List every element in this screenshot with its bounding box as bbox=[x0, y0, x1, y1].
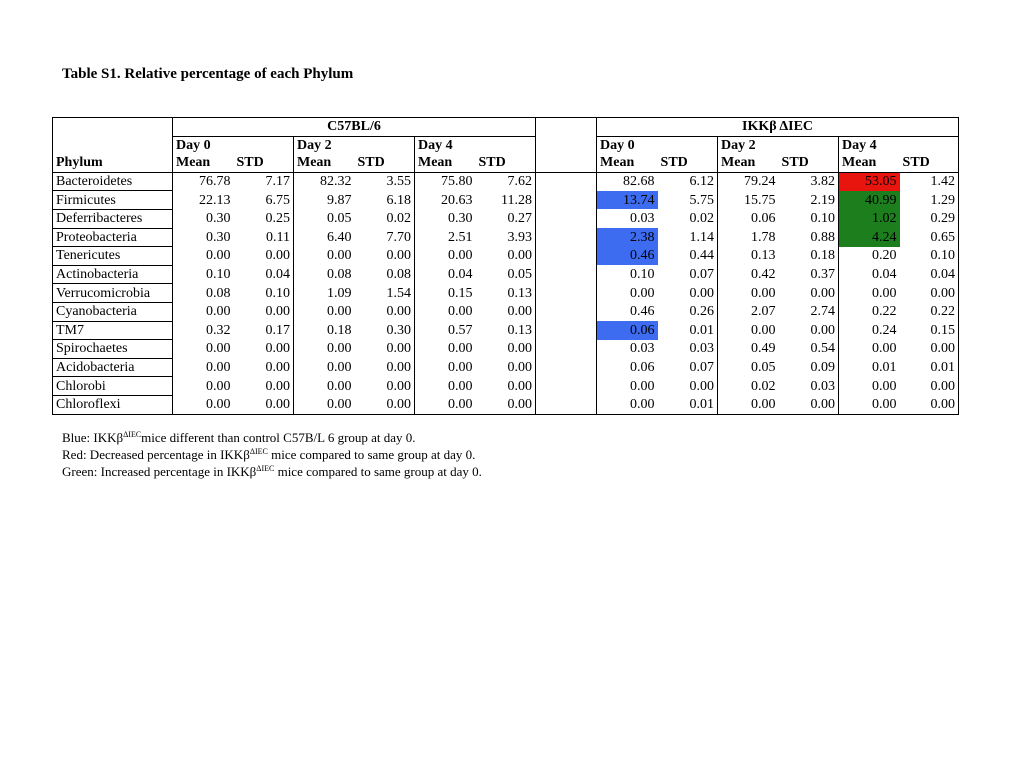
table-row bbox=[53, 191, 959, 210]
mean-value: 0.32 bbox=[206, 322, 231, 338]
mean-value: 0.15 bbox=[448, 285, 473, 301]
table-row bbox=[53, 247, 959, 266]
mean-value: 0.46 bbox=[630, 304, 655, 320]
std-value: 0.00 bbox=[476, 302, 536, 321]
mean-value: 0.00 bbox=[630, 285, 655, 301]
std-value: 0.01 bbox=[658, 395, 718, 414]
mean-value: 0.05 bbox=[327, 211, 352, 227]
std-header: STD bbox=[355, 154, 415, 172]
std-value: 0.00 bbox=[900, 284, 959, 303]
phylum-name: Chlorobi bbox=[53, 377, 173, 396]
mean-value: 9.87 bbox=[327, 192, 352, 208]
phylum-name: Spirochaetes bbox=[53, 340, 173, 359]
std-value: 0.18 bbox=[779, 247, 839, 266]
mean-value: 76.78 bbox=[173, 172, 234, 191]
mean-value: 0.04 bbox=[448, 267, 473, 283]
mean-header: Mean bbox=[842, 155, 877, 171]
std-value: 0.11 bbox=[234, 228, 294, 247]
table-row bbox=[53, 284, 959, 303]
mean-value: 0.00 bbox=[327, 304, 352, 320]
std-value: 0.04 bbox=[900, 265, 959, 284]
table-row bbox=[53, 377, 959, 396]
std-value: 0.09 bbox=[779, 358, 839, 377]
mean-value: 0.02 bbox=[751, 378, 776, 394]
std-value: 7.17 bbox=[234, 172, 294, 191]
std-value: 0.00 bbox=[476, 340, 536, 359]
std-value: 0.13 bbox=[476, 321, 536, 340]
std-value: 0.10 bbox=[234, 284, 294, 303]
mean-value: 2.51 bbox=[448, 229, 473, 245]
notes bbox=[62, 429, 482, 480]
mean-value: 0.03 bbox=[630, 341, 655, 357]
mean-value: 0.00 bbox=[206, 341, 231, 357]
std-value: 0.37 bbox=[779, 265, 839, 284]
mean-value: 0.00 bbox=[327, 378, 352, 394]
std-value: 0.03 bbox=[779, 377, 839, 396]
note-blue: Blue: IKKβ$^{\Delta IEC}$mice different than control C57B/L 6 group at day 0. bbox=[62, 430, 416, 445]
phylum-name: Cyanobacteria bbox=[53, 302, 173, 321]
table-row bbox=[53, 321, 959, 340]
day-header: Day 0 bbox=[173, 136, 294, 154]
table-row bbox=[53, 209, 959, 228]
std-value: 0.65 bbox=[900, 228, 959, 247]
mean-value: 0.00 bbox=[597, 395, 658, 414]
mean-value: 0.06 bbox=[597, 321, 658, 340]
mean-value: 0.20 bbox=[872, 248, 897, 264]
table-row bbox=[53, 302, 959, 321]
std-value: 0.00 bbox=[900, 395, 959, 414]
mean-value: 0.00 bbox=[839, 395, 900, 414]
std-value: 0.00 bbox=[234, 340, 294, 359]
std-value: 6.75 bbox=[234, 191, 294, 210]
std-value: 0.54 bbox=[779, 340, 839, 359]
std-value: 1.42 bbox=[900, 172, 959, 191]
mean-value: 0.00 bbox=[294, 395, 355, 414]
std-value: 0.00 bbox=[779, 284, 839, 303]
phylum-name: Acidobacteria bbox=[53, 358, 173, 377]
std-value: 3.93 bbox=[476, 228, 536, 247]
mean-value: 0.10 bbox=[206, 267, 231, 283]
std-value: 0.00 bbox=[476, 395, 536, 414]
mean-value: 0.18 bbox=[327, 322, 352, 338]
mean-value: 20.63 bbox=[441, 192, 473, 208]
std-value: 1.29 bbox=[900, 191, 959, 210]
phylum-name: TM7 bbox=[53, 321, 173, 340]
mean-value: 0.10 bbox=[630, 267, 655, 283]
phylum-name: Tenericutes bbox=[53, 247, 173, 266]
std-value: 0.02 bbox=[658, 209, 718, 228]
std-value: 0.04 bbox=[234, 265, 294, 284]
phylum-name: Bacteroidetes bbox=[53, 172, 173, 191]
std-value: 0.03 bbox=[658, 340, 718, 359]
mean-value: 22.13 bbox=[199, 192, 231, 208]
mean-header: Mean bbox=[418, 155, 453, 171]
std-value: 0.00 bbox=[658, 377, 718, 396]
std-value: 1.54 bbox=[355, 284, 415, 303]
std-value: 0.10 bbox=[900, 247, 959, 266]
mean-value: 0.00 bbox=[630, 378, 655, 394]
day-header: Day 4 bbox=[839, 136, 959, 154]
std-value: 5.75 bbox=[658, 191, 718, 210]
std-value: 0.13 bbox=[476, 284, 536, 303]
phylum-name: Chloroflexi bbox=[53, 395, 173, 414]
std-value: 2.19 bbox=[779, 191, 839, 210]
std-header: STD bbox=[476, 154, 536, 172]
std-value: 3.82 bbox=[779, 172, 839, 191]
mean-value: 0.00 bbox=[718, 395, 779, 414]
std-value: 0.00 bbox=[476, 377, 536, 396]
std-value: 3.55 bbox=[355, 172, 415, 191]
std-value: 0.05 bbox=[476, 265, 536, 284]
std-value: 0.00 bbox=[234, 302, 294, 321]
std-value: 0.26 bbox=[658, 302, 718, 321]
day-header: Day 0 bbox=[597, 136, 718, 154]
std-header: STD bbox=[779, 154, 839, 172]
mean-value: 0.13 bbox=[751, 248, 776, 264]
std-header: STD bbox=[658, 154, 718, 172]
phylum-name: Deferribacteres bbox=[53, 209, 173, 228]
mean-value: 0.00 bbox=[206, 378, 231, 394]
mean-value: 0.00 bbox=[872, 285, 897, 301]
std-header: STD bbox=[234, 154, 294, 172]
mean-value: 0.06 bbox=[630, 360, 655, 376]
mean-value: 0.00 bbox=[415, 395, 476, 414]
mean-value: 75.80 bbox=[415, 172, 476, 191]
mean-value: 0.01 bbox=[872, 360, 897, 376]
mean-value: 6.40 bbox=[327, 229, 352, 245]
table-row bbox=[53, 172, 959, 191]
mean-value: 0.00 bbox=[448, 341, 473, 357]
mean-value: 15.75 bbox=[744, 192, 776, 208]
mean-value: 0.00 bbox=[448, 378, 473, 394]
mean-header: Mean bbox=[721, 155, 756, 171]
std-value: 0.44 bbox=[658, 247, 718, 266]
group-c57bl6-header: C57BL/6 bbox=[173, 118, 536, 137]
std-value: 6.12 bbox=[658, 172, 718, 191]
day-header: Day 2 bbox=[294, 136, 415, 154]
mean-value: 0.22 bbox=[872, 304, 897, 320]
mean-value: 0.00 bbox=[448, 304, 473, 320]
table-row bbox=[53, 395, 959, 414]
mean-header: Mean bbox=[297, 155, 332, 171]
std-value: 0.27 bbox=[476, 209, 536, 228]
std-value: 0.00 bbox=[234, 247, 294, 266]
note-green: Green: Increased percentage in IKKβ$^{\Delta IEC}$ mice compared to same group at day 0. bbox=[62, 464, 482, 479]
mean-value: 82.32 bbox=[294, 172, 355, 191]
mean-value: 0.00 bbox=[872, 341, 897, 357]
phylum-name: Proteobacteria bbox=[53, 228, 173, 247]
mean-value: 0.49 bbox=[751, 341, 776, 357]
std-value: 0.07 bbox=[658, 265, 718, 284]
std-value: 0.08 bbox=[355, 265, 415, 284]
phylum-column-header: Phylum bbox=[53, 154, 173, 172]
std-value: 0.01 bbox=[900, 358, 959, 377]
std-value: 1.14 bbox=[658, 228, 718, 247]
std-value: 0.00 bbox=[476, 247, 536, 266]
mean-value: 1.09 bbox=[327, 285, 352, 301]
mean-value: 0.30 bbox=[206, 211, 231, 227]
mean-value: 2.38 bbox=[597, 228, 658, 247]
table-row bbox=[53, 358, 959, 377]
group-ikk-header: IKKβ ΔIEC bbox=[597, 118, 959, 137]
table-title: Table S1. Relative percentage of each Phylum bbox=[62, 66, 354, 82]
std-value: 0.00 bbox=[900, 340, 959, 359]
std-value: 11.28 bbox=[476, 191, 536, 210]
mean-value: 1.02 bbox=[839, 209, 900, 228]
mean-value: 0.46 bbox=[597, 247, 658, 266]
mean-value: 0.00 bbox=[448, 360, 473, 376]
mean-value: 0.00 bbox=[206, 248, 231, 264]
mean-value: 0.00 bbox=[448, 248, 473, 264]
std-value: 0.00 bbox=[234, 377, 294, 396]
mean-value: 0.00 bbox=[206, 360, 231, 376]
phylum-table bbox=[52, 117, 959, 415]
std-value: 0.17 bbox=[234, 321, 294, 340]
table-row bbox=[53, 265, 959, 284]
mean-value: 4.24 bbox=[839, 228, 900, 247]
mean-value: 0.04 bbox=[872, 267, 897, 283]
std-value: 7.70 bbox=[355, 228, 415, 247]
mean-value: 1.78 bbox=[751, 229, 776, 245]
mean-value: 0.03 bbox=[630, 211, 655, 227]
mean-value: 79.24 bbox=[718, 172, 779, 191]
mean-header: Mean bbox=[176, 155, 211, 171]
std-value: 0.07 bbox=[658, 358, 718, 377]
std-value: 0.00 bbox=[900, 377, 959, 396]
mean-value: 40.99 bbox=[839, 191, 900, 210]
phylum-name: Verrucomicrobia bbox=[53, 284, 173, 303]
mean-header: Mean bbox=[600, 155, 635, 171]
mean-value: 0.57 bbox=[448, 322, 473, 338]
table-row bbox=[53, 228, 959, 247]
std-value: 0.25 bbox=[234, 209, 294, 228]
note-red: Red: Decreased percentage in IKKβ$^{\Delta IEC}$ mice compared to same group at day 0. bbox=[62, 447, 476, 462]
mean-value: 0.06 bbox=[751, 211, 776, 227]
std-value: 0.00 bbox=[355, 395, 415, 414]
mean-value: 0.24 bbox=[872, 322, 897, 338]
mean-value: 0.00 bbox=[751, 285, 776, 301]
std-value: 0.00 bbox=[779, 321, 839, 340]
mean-value: 0.00 bbox=[327, 341, 352, 357]
mean-value: 0.30 bbox=[448, 211, 473, 227]
std-value: 0.10 bbox=[779, 209, 839, 228]
mean-value: 53.05 bbox=[839, 172, 900, 191]
std-value: 0.00 bbox=[355, 302, 415, 321]
std-value: 0.15 bbox=[900, 321, 959, 340]
std-value: 0.88 bbox=[779, 228, 839, 247]
mean-value: 0.00 bbox=[327, 360, 352, 376]
mean-value: 0.08 bbox=[327, 267, 352, 283]
day-header: Day 4 bbox=[415, 136, 536, 154]
std-value: 0.02 bbox=[355, 209, 415, 228]
mean-value: 0.00 bbox=[872, 378, 897, 394]
phylum-name: Firmicutes bbox=[53, 191, 173, 210]
std-value: 7.62 bbox=[476, 172, 536, 191]
std-value: 0.00 bbox=[355, 358, 415, 377]
mean-value: 0.05 bbox=[751, 360, 776, 376]
mean-value: 13.74 bbox=[597, 191, 658, 210]
std-value: 0.00 bbox=[355, 377, 415, 396]
mean-value: 82.68 bbox=[597, 172, 658, 191]
std-value: 0.00 bbox=[779, 395, 839, 414]
std-header: STD bbox=[900, 154, 959, 172]
std-value: 0.00 bbox=[234, 358, 294, 377]
std-value: 0.00 bbox=[658, 284, 718, 303]
mean-value: 2.07 bbox=[751, 304, 776, 320]
std-value: 6.18 bbox=[355, 191, 415, 210]
std-value: 0.00 bbox=[355, 247, 415, 266]
mean-value: 0.00 bbox=[206, 304, 231, 320]
mean-value: 0.00 bbox=[173, 395, 234, 414]
table-row bbox=[53, 340, 959, 359]
std-value: 0.30 bbox=[355, 321, 415, 340]
day-header: Day 2 bbox=[718, 136, 839, 154]
phylum-name: Actinobacteria bbox=[53, 265, 173, 284]
mean-value: 0.42 bbox=[751, 267, 776, 283]
std-value: 0.00 bbox=[355, 340, 415, 359]
std-value: 0.00 bbox=[234, 395, 294, 414]
mean-value: 0.00 bbox=[751, 322, 776, 338]
std-value: 0.22 bbox=[900, 302, 959, 321]
std-value: 2.74 bbox=[779, 302, 839, 321]
mean-value: 0.30 bbox=[206, 229, 231, 245]
mean-value: 0.08 bbox=[206, 285, 231, 301]
std-value: 0.01 bbox=[658, 321, 718, 340]
std-value: 0.29 bbox=[900, 209, 959, 228]
std-value: 0.00 bbox=[476, 358, 536, 377]
mean-value: 0.00 bbox=[327, 248, 352, 264]
